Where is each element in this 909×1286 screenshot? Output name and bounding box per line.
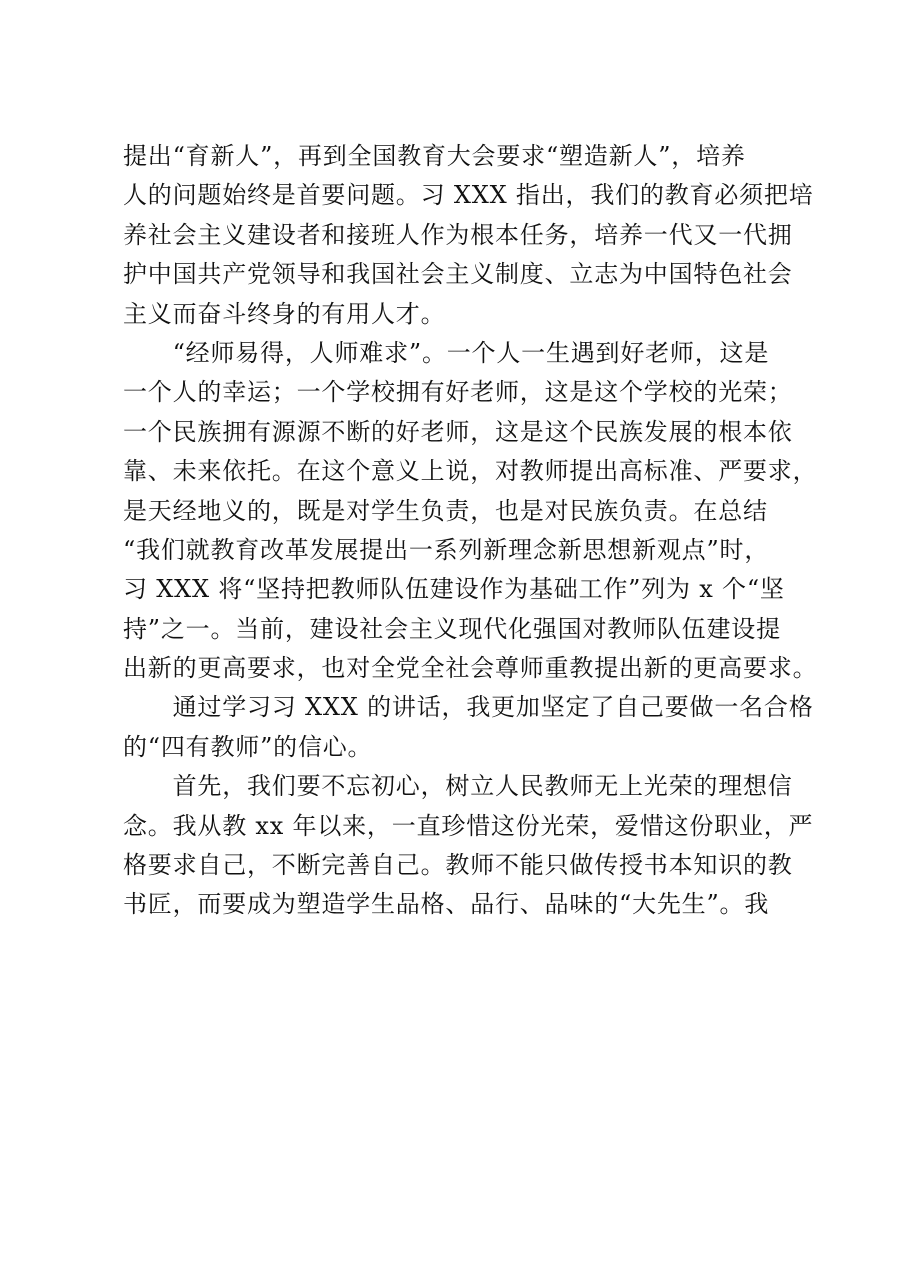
text-line: “我们就教育改革发展提出一系列新理念新思想新观点”时， (123, 535, 770, 564)
text-line: 人的问题始终是首要问题。习 XXX 指出，我们的教育必须把培 (123, 181, 814, 210)
text-line: 习 XXX 将“坚持把教师队伍建设作为基础工作”列为 x 个“坚 (123, 575, 785, 604)
text-line: 一个民族拥有源源不断的好老师，这是这个民族发展的根本依 (123, 417, 793, 446)
text-line: 靠、未来依托。在这个意义上说，对教师提出高标准、严要求， (123, 457, 818, 486)
text-line: 持”之一。当前，建设社会主义现代化强国对教师队伍建设提 (123, 614, 781, 643)
document-body (123, 137, 818, 925)
text-line: 提出“育新人”，再到全国教育大会要求“塑造新人”，培养 (123, 142, 746, 170)
text-line: “经师易得，人师难求”。一个人一生遇到好老师，这是 (123, 338, 770, 367)
text-line: 书匠，而要成为塑造学生品格、品行、品味的“大先生”。我 (123, 890, 770, 919)
text-line: 的“四有教师”的信心。 (123, 732, 373, 761)
text-line: 通过学习习 XXX 的讲话，我更加坚定了自己要做一名合格 (123, 693, 814, 722)
text-line: 主义而奋斗终身的有用人才。 (123, 299, 446, 328)
text-line: 首先，我们要不忘初心，树立人民教师无上光荣的理想信 (123, 772, 793, 801)
text-line: 护中国共产党领导和我国社会主义制度、立志为中国特色社会 (123, 260, 793, 289)
text-line: 出新的更高要求，也对全党全社会尊师重教提出新的更高要求。 (123, 654, 818, 683)
text-line: 是天经地义的，既是对学生负责，也是对民族负责。在总结 (123, 496, 768, 525)
text-line: 格要求自己，不断完善自己。教师不能只做传授书本知识的教 (123, 851, 793, 880)
text-line: 养社会主义建设者和接班人作为根本任务，培养一代又一代拥 (123, 220, 793, 249)
text-line: 念。我从教 xx 年以来，一直珍惜这份光荣，爱惜这份职业，严 (123, 811, 814, 840)
text-line: 一个人的幸运；一个学校拥有好老师，这是这个学校的光荣； (123, 378, 793, 407)
